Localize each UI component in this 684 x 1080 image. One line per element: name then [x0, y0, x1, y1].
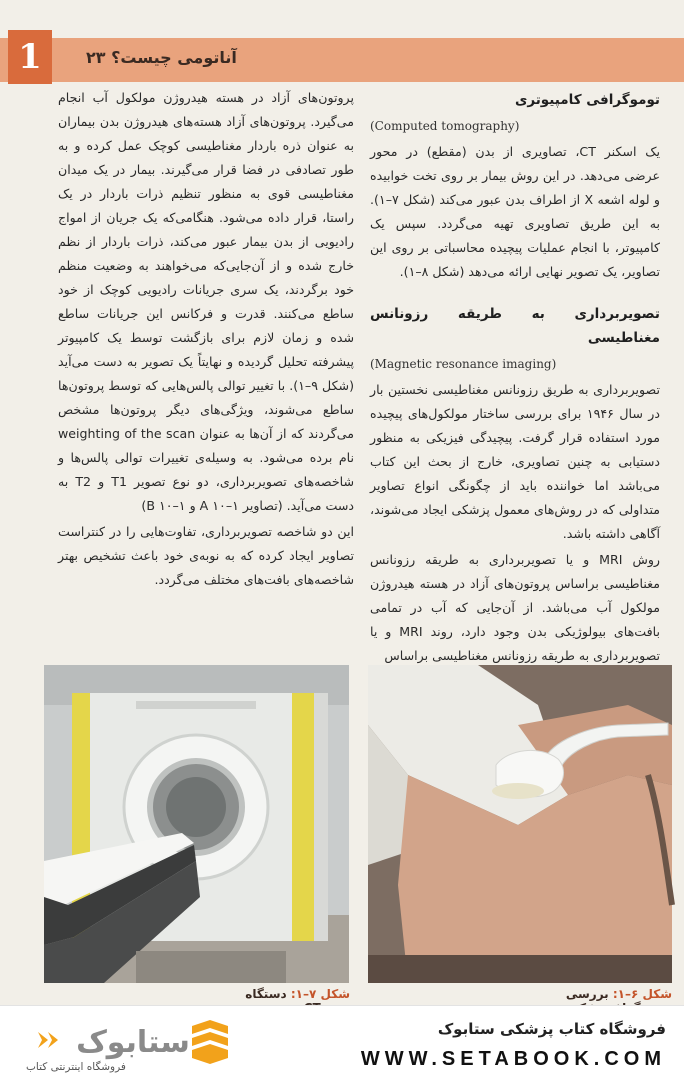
ct-heading: توموگرافی کامپیوتری — [514, 92, 660, 108]
chapter-number: 1 — [8, 30, 52, 84]
logo-text: ستابوک — [76, 1025, 190, 1060]
ct-scanner-illustration — [44, 665, 349, 983]
mri-paragraph-2: روش MRI و یا تصویربرداری به طریقه رزونانس مغناطیسی براساس پروتون‌های آزاد در هسته هیدروژن مولکول آب می‌باشد. از آن‌جایی که آب در تمامی بافت‌های بیولوژیکی بدن وجود دارد، روند MRI و یا تصویربرداری به طریقه رزونانس مغناطیسی براساس — [370, 552, 660, 663]
mri-heading: تصویربرداری به طریقه رزونانس مغناطیسی — [370, 306, 660, 346]
ultrasound-photo — [368, 665, 672, 983]
ultrasound-illustration — [368, 665, 672, 983]
store-url[interactable]: WWW.SETABOOK.COM — [360, 1048, 666, 1070]
mri-heading-latin: (Magnetic resonance imaging) — [370, 357, 557, 371]
setabook-logo-wordmark — [28, 1020, 190, 1060]
right-text-column — [370, 88, 660, 670]
ct-caption-label: شکل ۷–۱: — [290, 987, 350, 1001]
store-footer-banner — [0, 1005, 684, 1080]
store-name: فروشگاه کتاب پزشکی ستابوک — [437, 1020, 666, 1038]
mri-paragraph-4: این دو شاخصه تصویربرداری، تفاوت‌هایی را در کنتراست تصاویر ایجاد کرده که به نوبه‌ی خود باعث تشخیص بهتر شاخصه‌های بافت‌های مختلف می‌گردد. — [58, 524, 354, 587]
ultrasound-caption-text: بررسی — [565, 987, 609, 1001]
logo-tagline: فروشگاه اینترنتی کتاب — [26, 1061, 126, 1073]
left-text-column — [58, 86, 354, 594]
running-head: آناتومی چیست؟ ۲۳ — [86, 48, 237, 67]
mri-paragraph-3: پروتون‌های آزاد در هسته هیدروژن مولکول آب انجام می‌گیرد. پروتون‌های آزاد هسته‌های هیدروژن بدن بیماران به عنوان ذره باردار مغناطیسی کوچک عمل کرده و به طور تصادفی در فضا قرار می‌گیرند. بیمار در یک میدان مغناطیسی قوی به منظور تنظیم ذرات باردار در یک راستا، قرار داده می‌شود. هنگامی‌که یک جریان از امواج رادیویی از بدن بیمار عبور می‌کند، ذرات باردار از نظم خارج شده و از آن‌جایی‌که می‌خواهند به وضعیت منظم خود برگردند، یک سری جریانات رادیویی کوچک از خود ساطع می‌کنند. قدرت و فرکانس این جریانات ساطع شده و زمان لازم برای بازگشت توسط یک کامپیوتر پیشرفته تحلیل گردیده و نهایتاً یک تصویر به دست می‌آید (شکل ۹–۱). با تغییر توالی پالس‌هایی که توسط پروتون‌ها ساطع می‌شوند، ویژگی‌های دیگر پروتون‌ها مشخص می‌گردند که از آن‌ها به عنوان weighting of the scan نام برده می‌شود. به وسیله‌ی تغییرات توالی پالس‌ها و شاخصه‌های تصویربرداری، دو نوع تصویر T1 و T2 به دست می‌آید. (تصاویر A ۱۰–۱ و B ۱۰–۱) — [58, 90, 355, 513]
ct-scanner-photo — [44, 665, 349, 983]
setabook-logo-icon — [192, 1020, 228, 1064]
ultrasound-caption-label: شکل ۶–۱: — [612, 987, 672, 1001]
mri-paragraph-1: تصویربرداری به طریق رزونانس مغناطیسی نخستین بار در سال ۱۹۴۶ برای بررسی ساختار مولکول‌های پیچیده مورد استفاده قرار گرفت. پیچیدگی فیزیکی به منظور دستیابی به چنین تصاویری، خارج از بحث این کتاب می‌باشد اما خواننده باید از چگونگی انواع تصاویر متداولی که در روش‌های معمول پزشکی ایجاد می‌شوند، آگاهی داشته باشد. — [370, 382, 660, 541]
ct-heading-latin: (Computed tomography) — [370, 119, 520, 133]
ct-paragraph: یک اسکنر CT، تصاویری از بدن (مقطع) در محور عرضی می‌دهد. در این روش بیمار بر روی تخت خوابیده و لوله اشعه X از اطراف بدن عبور می‌کند (شکل ۷–۱). به این طریق تصاویری تهیه می‌گردد. سپس یک کامپیوتر، با انجام عملیات پیچیده محاسباتی بر روی این تصاویر، یک تصویر نهایی ارائه می‌دهد (شکل ۸–۱). — [370, 144, 660, 279]
ct-caption-text: دستگاه — [245, 987, 287, 1001]
